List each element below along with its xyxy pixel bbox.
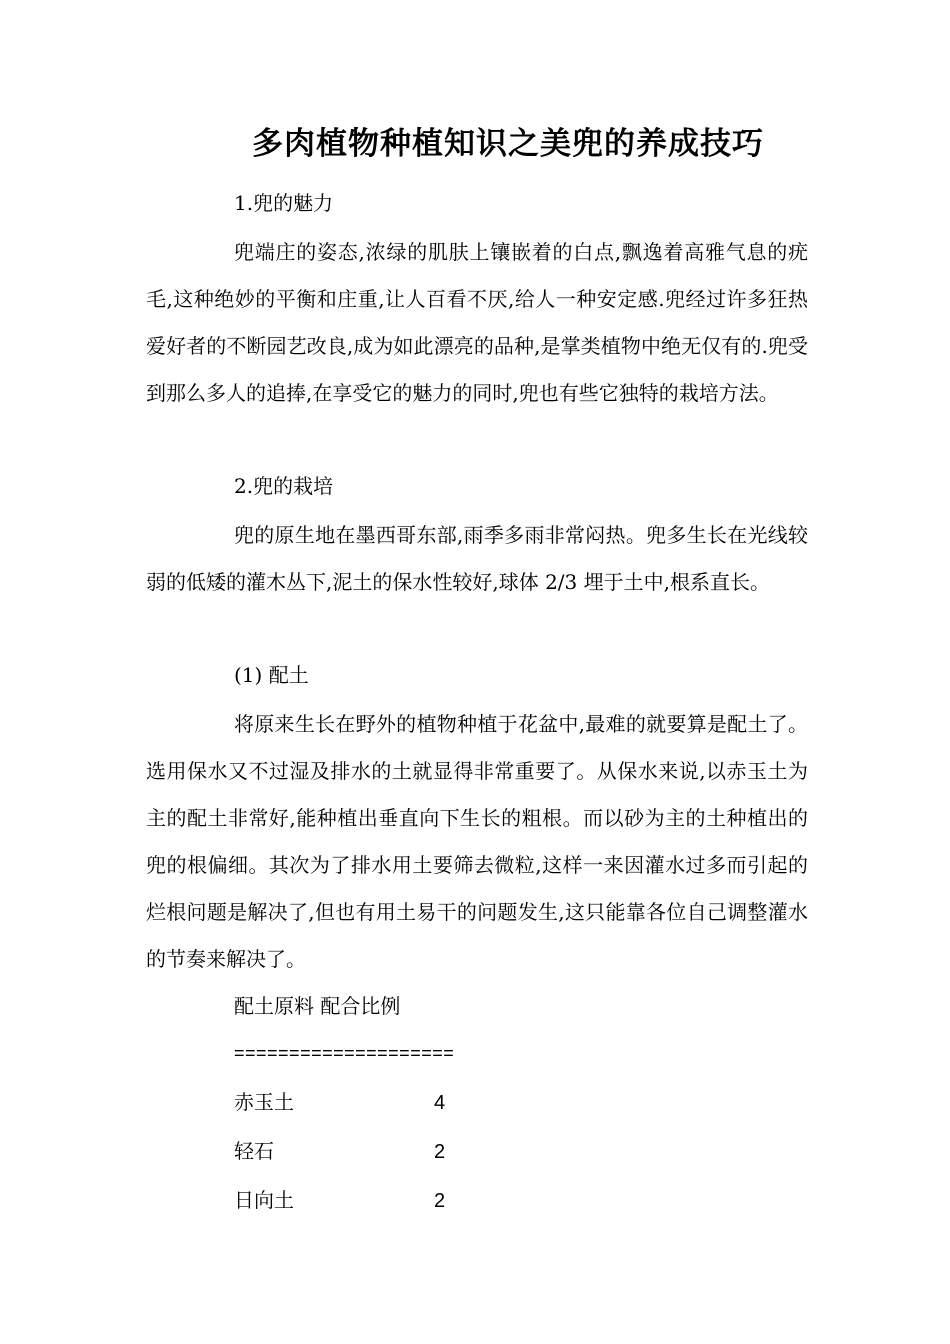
table-row [234, 1136, 534, 1167]
table-row [234, 1185, 534, 1216]
section-heading-charm: 1.兜的魅力 [234, 191, 334, 215]
paragraph-cultivation-text: 兜的原生地在墨西哥东部,雨季多雨非常闷热。兜多生长在光线较弱的低矮的灌木丛下,泥土的保水性较好,球体 2/3 埋于土中,根系直长。 [146, 523, 808, 594]
section-heading-cultivation: 2.兜的栽培 [234, 474, 334, 498]
table-cell-ratio: 2 [434, 1190, 446, 1212]
table-cell-ratio: 2 [434, 1141, 446, 1163]
table-header: 配土原料 配合比例 [234, 994, 401, 1018]
paragraph-cultivation [146, 512, 808, 606]
subsection-heading-soil: (1) 配土 [234, 663, 309, 687]
table-cell-material: 日向土 [234, 1188, 294, 1212]
document-title: 多肉植物种植知识之美兜的养成技巧 [252, 126, 764, 162]
table-cell-material: 赤玉土 [234, 1090, 294, 1114]
table-cell-ratio: 4 [434, 1092, 446, 1114]
paragraph-soil-text: 将原来生长在野外的植物种植于花盆中,最难的就要算是配土了。选用保水又不过湿及排水的土就显得非常重要了。从保水来说,以赤玉土为主的配土非常好,能种植出垂直向下生长的粗根。而以砂为主的土种植出的兜的根偏细。其次为了排水用土要筛去微粒,这样一来因灌水过多而引起的烂根问题是解决了,但也有用土易干的问题发生,这只能靠各位自己调整灌水的节奏来解决了。 [146, 712, 808, 971]
paragraph-soil [146, 701, 808, 983]
paragraph-charm [146, 229, 808, 417]
table-row [234, 1087, 534, 1118]
paragraph-charm-text: 兜端庄的姿态,浓绿的肌肤上镶嵌着的白点,飘逸着高雅气息的疣毛,这种绝妙的平衡和庄重,让人百看不厌,给人一种安定感.兜经过许多狂热爱好者的不断园艺改良,成为如此漂亮的品种,是掌类植物中绝无仅有的.兜受到那么多人的追捧,在享受它的魅力的同时,兜也有些它独特的栽培方法。 [146, 240, 808, 405]
table-separator: ==================== [234, 1043, 455, 1063]
table-cell-material: 轻石 [234, 1139, 274, 1163]
